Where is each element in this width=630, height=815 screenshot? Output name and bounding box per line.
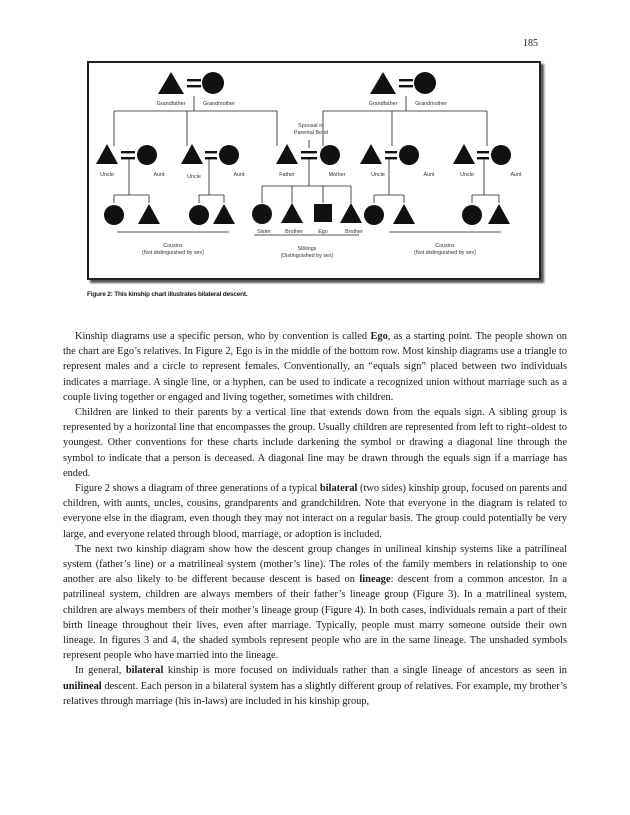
figure-caption: Figure 2: This kinship chart illustrates bilateral descent. <box>87 291 248 298</box>
label-ego: Ego <box>318 229 328 235</box>
label-spousal-bond-1: Spousal or <box>298 123 324 129</box>
label-grandfather-right: Grandfather <box>368 101 398 107</box>
label-sister: Sister <box>257 229 271 235</box>
spousal-bond-sign <box>301 151 317 153</box>
label-aunt-4: Aunt <box>510 172 522 178</box>
label-aunt-1: Aunt <box>153 172 165 178</box>
grandfather-right-triangle <box>370 72 396 94</box>
label-grandmother-left: Grandmother <box>203 101 235 107</box>
uncle-1-triangle <box>96 144 118 164</box>
label-uncle-4: Uncle <box>460 172 474 178</box>
paragraph-1: Kinship diagrams use a specific person, who by convention is called Ego, as a starting point. The people shown on the chart are Ego’s relatives. In Figure 2, Ego is in the middle of the bottom row. Most kinship diagrams use a triangle to represent males and a circle to represent females. Conventionally, an “equals sign” placed between two individuals indicates a marriage. A single line, or a hyphen, can be used to indicate a recognized union without marriage such as a couple living together or engaged and living together, sometimes with children. <box>63 331 567 403</box>
uncle-2-triangle <box>181 144 203 164</box>
grandfather-left-triangle <box>158 72 184 94</box>
label-aunt-2: Aunt <box>233 172 245 178</box>
kinship-chart <box>89 63 539 278</box>
kinship-lines <box>114 96 501 235</box>
body-text <box>63 329 567 709</box>
label-cousins-right-1: Cousins <box>435 243 455 249</box>
label-brother-1: Brother <box>285 229 303 235</box>
cousin-circle <box>104 205 124 225</box>
brother-1-triangle <box>281 203 303 223</box>
kinship-chart-figure <box>87 61 541 280</box>
mother-circle <box>320 145 340 165</box>
paragraph-2: Children are linked to their parents by a vertical line that extends down from the equals sign. A sibling group is represented by a horizontal line that encompasses the group. Usually children are represented from left to right–oldest to youngest. Other conventions for these charts include darkening the symbol or drawing a diagonal line through the symbol to indicate that a person is deceased. A diagonal line may be drawn through the equals sign if a marriage has ended. <box>63 407 567 479</box>
cousin-triangle <box>393 204 415 224</box>
label-father: Father <box>279 172 295 178</box>
label-spousal-bond-2: Parental Bond <box>293 130 329 136</box>
paragraph-5: In general, bilateral kinship is more focused on individuals rather than a single lineage of ancestors as seen in unilineal descent. Each person in a bilateral system has a slightly different group of relatives. For example, my brother’s relatives through marriage (his in-laws) are included in his kinship group, <box>63 665 567 707</box>
uncle-3-triangle <box>360 144 382 164</box>
label-mother: Mother <box>328 172 346 178</box>
aunt-2-circle <box>219 145 239 165</box>
cousin-triangle <box>213 204 235 224</box>
grandmother-left-circle <box>202 72 224 94</box>
father-triangle <box>276 144 298 164</box>
label-siblings-2: (Distinguished by sex) <box>280 253 334 259</box>
cousin-triangle <box>138 204 160 224</box>
label-cousins-left-1: Cousins <box>163 243 183 249</box>
aunt-3-circle <box>399 145 419 165</box>
cousin-circle <box>462 205 482 225</box>
kinship-symbols <box>96 72 511 225</box>
label-cousins-right-2: (Not distinguished by sex) <box>413 250 477 256</box>
cousin-triangle <box>488 204 510 224</box>
label-cousins-left-2: (Not distinguished by sex) <box>141 250 205 256</box>
aunt-1-circle <box>137 145 157 165</box>
paragraph-4: The next two kinship diagram show how the descent group changes in unilineal kinship systems like a patrilineal system (father’s line) or a matrilineal system (mother’s line). The roles of the family members in relationship to one another are also likely to be different because descent is based on lineage: descent from a common ancestor. In a patrilineal system, children are always members of their father’s lineage group (Figure 3). In a matrilineal system, children are always members of their mother’s lineage group (Figure 4). In both cases, individuals remain a part of their birth lineage throughout their lives, even after marriage. Typically, people must marry someone outside their own lineage. In figures 3 and 4, the shaded symbols represent people who are in the same lineage. The unshaded symbols represent people who have married into the lineage. <box>63 543 568 662</box>
ego-square <box>314 204 332 222</box>
grandmother-right-circle <box>414 72 436 94</box>
cousin-circle <box>364 205 384 225</box>
label-siblings-1: Siblings <box>297 246 317 252</box>
label-uncle-3: Uncle <box>371 172 385 178</box>
label-grandfather-left: Grandfather <box>156 101 186 107</box>
label-grandmother-right: Grandmother <box>415 101 447 107</box>
marriage-sign <box>399 79 413 81</box>
label-brother-2: Brother <box>345 229 363 235</box>
paragraph-3: Figure 2 shows a diagram of three generations of a typical bilateral (two sides) kinship group, focused on parents and children, with aunts, uncles, cousins, grandparents and grandchildren. Note that everyone in the diagram is related to everyone else in the diagram, even though they may not interact on a regular basis. The group could potentially be very large, and everyone related through blood, marriage, or adoption is included. <box>63 483 567 540</box>
uncle-4-triangle <box>453 144 475 164</box>
aunt-4-circle <box>491 145 511 165</box>
label-aunt-3: Aunt <box>423 172 435 178</box>
label-uncle-1: Uncle <box>100 172 114 178</box>
brother-2-triangle <box>340 203 362 223</box>
page-number: 185 <box>523 38 538 49</box>
marriage-sign <box>187 79 201 81</box>
label-uncle-2: Uncle <box>187 174 201 180</box>
cousin-circle <box>189 205 209 225</box>
sister-circle <box>252 204 272 224</box>
